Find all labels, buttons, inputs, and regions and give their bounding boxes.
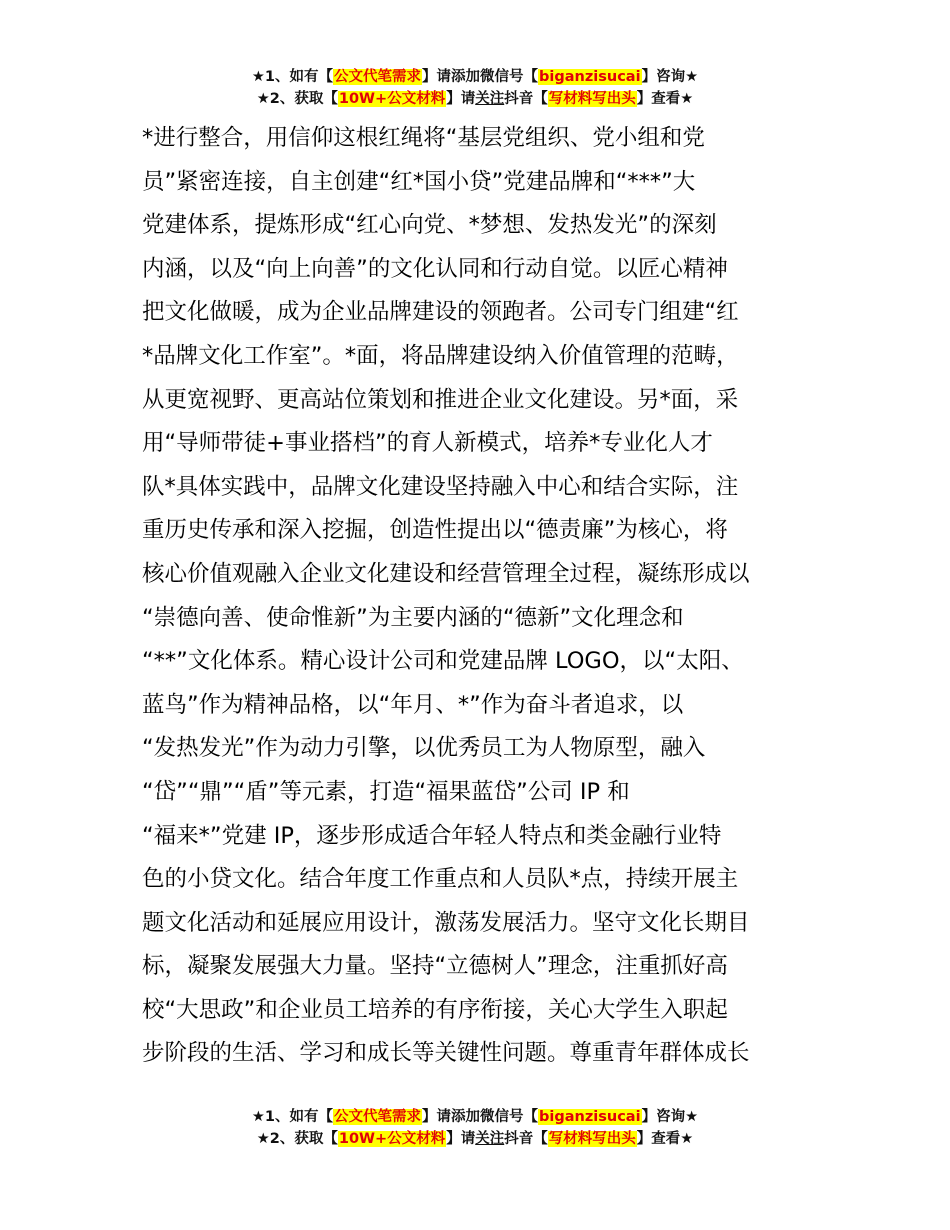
follow-link: 关注 — [475, 1131, 505, 1147]
body-line: 色的小贷文化。结合年度工作重点和人员队*点，持续开展主 — [142, 866, 739, 893]
body-line: 核心价值观融入企业文化建设和经营管理全过程，凝练形成以 — [142, 560, 750, 587]
body-line: 队*具体实践中，品牌文化建设坚持融入中心和结合实际，注 — [142, 473, 739, 500]
banner-text: 】请添加微信号【 — [422, 69, 539, 85]
highlight-materials: 10W+公文材料 — [338, 91, 446, 107]
highlight-service: 公文代笔需求 — [334, 69, 422, 85]
banner-text: ★1、如有【 — [251, 69, 334, 85]
banner-line-1 — [0, 66, 950, 88]
banner-text: ★1、如有【 — [251, 1109, 334, 1125]
footer-banner — [0, 1106, 950, 1150]
body-line: *品牌文化工作室”。*面，将品牌建设纳入价值管理的范畴， — [142, 342, 739, 369]
body-line: 党建体系，提炼形成“红心向党、*梦想、发热发光”的深刻 — [142, 212, 717, 239]
banner-text: 抖音【 — [504, 1131, 548, 1147]
body-line: “福来*”党建 IP，逐步形成适合年轻人特点和类金融行业特 — [142, 822, 722, 849]
body-line: “岱”“鼎”“盾”等元素，打造“福果蓝岱”公司 IP 和 — [142, 778, 630, 805]
body-line: 重历史传承和深入挖掘，创造性提出以“德责廉”为核心，将 — [142, 517, 728, 544]
banner-text: 】咨询★ — [641, 1109, 699, 1125]
banner-text: 】请 — [446, 91, 476, 107]
highlight-wechat-id: biganzisucai — [539, 1109, 641, 1125]
banner-text: 】查看★ — [636, 91, 694, 107]
banner-line-2 — [0, 1128, 950, 1150]
body-line: “发热发光”作为动力引擎，以优秀员工为人物原型，融入 — [142, 735, 706, 762]
banner-text: ★2、获取【 — [256, 91, 338, 107]
document-body — [142, 117, 822, 1076]
highlight-douyin: 写材料写出头 — [548, 1131, 636, 1147]
body-line: 校“大思政”和企业员工培养的有序衔接，关心大学生入职起 — [142, 996, 728, 1023]
banner-text: ★2、获取【 — [256, 1131, 338, 1147]
banner-text: 抖音【 — [504, 91, 548, 107]
banner-text: 】请 — [446, 1131, 476, 1147]
body-line: 从更宽视野、更高站位策划和推进企业文化建设。另*面，采 — [142, 386, 739, 413]
body-line: 把文化做暖，成为企业品牌建设的领跑者。公司专门组建“红 — [142, 299, 739, 326]
highlight-wechat-id: biganzisucai — [539, 69, 641, 85]
banner-text: 】咨询★ — [641, 69, 699, 85]
body-line: *进行整合，用信仰这根红绳将“基层党组织、党小组和党 — [142, 125, 705, 151]
header-banner — [0, 66, 950, 110]
body-line: 蓝鸟”作为精神品格，以“年月、*”作为奋斗者追求，以 — [142, 691, 684, 718]
banner-line-2 — [0, 88, 950, 110]
banner-text: 】查看★ — [636, 1131, 694, 1147]
follow-link: 关注 — [475, 91, 505, 107]
highlight-service: 公文代笔需求 — [334, 1109, 422, 1125]
body-line: 员”紧密连接，自主创建“红*国小贷”党建品牌和“***”大 — [142, 168, 696, 195]
highlight-douyin: 写材料写出头 — [548, 91, 636, 107]
body-line: 步阶段的生活、学习和成长等关键性问题。尊重青年群体成长 — [142, 1040, 750, 1067]
body-line: 标，凝聚发展强大力量。坚持“立德树人”理念，注重抓好高 — [142, 953, 728, 980]
body-line: “崇德向善、使命惟新”为主要内涵的“德新”文化理念和 — [142, 604, 684, 631]
banner-text: 】请添加微信号【 — [422, 1109, 539, 1125]
body-line: “**”文化体系。精心设计公司和党建品牌 LOGO，以“太阳、 — [142, 648, 744, 675]
body-line: 用“导师带徒+事业搭档”的育人新模式，培养*专业化人才 — [142, 430, 713, 457]
banner-line-1 — [0, 1106, 950, 1128]
highlight-materials: 10W+公文材料 — [338, 1131, 446, 1147]
body-line: 题文化活动和延展应用设计，激荡发展活力。坚守文化长期目 — [142, 909, 750, 936]
body-line: 内涵，以及“向上向善”的文化认同和行动自觉。以匠心精神 — [142, 255, 728, 282]
